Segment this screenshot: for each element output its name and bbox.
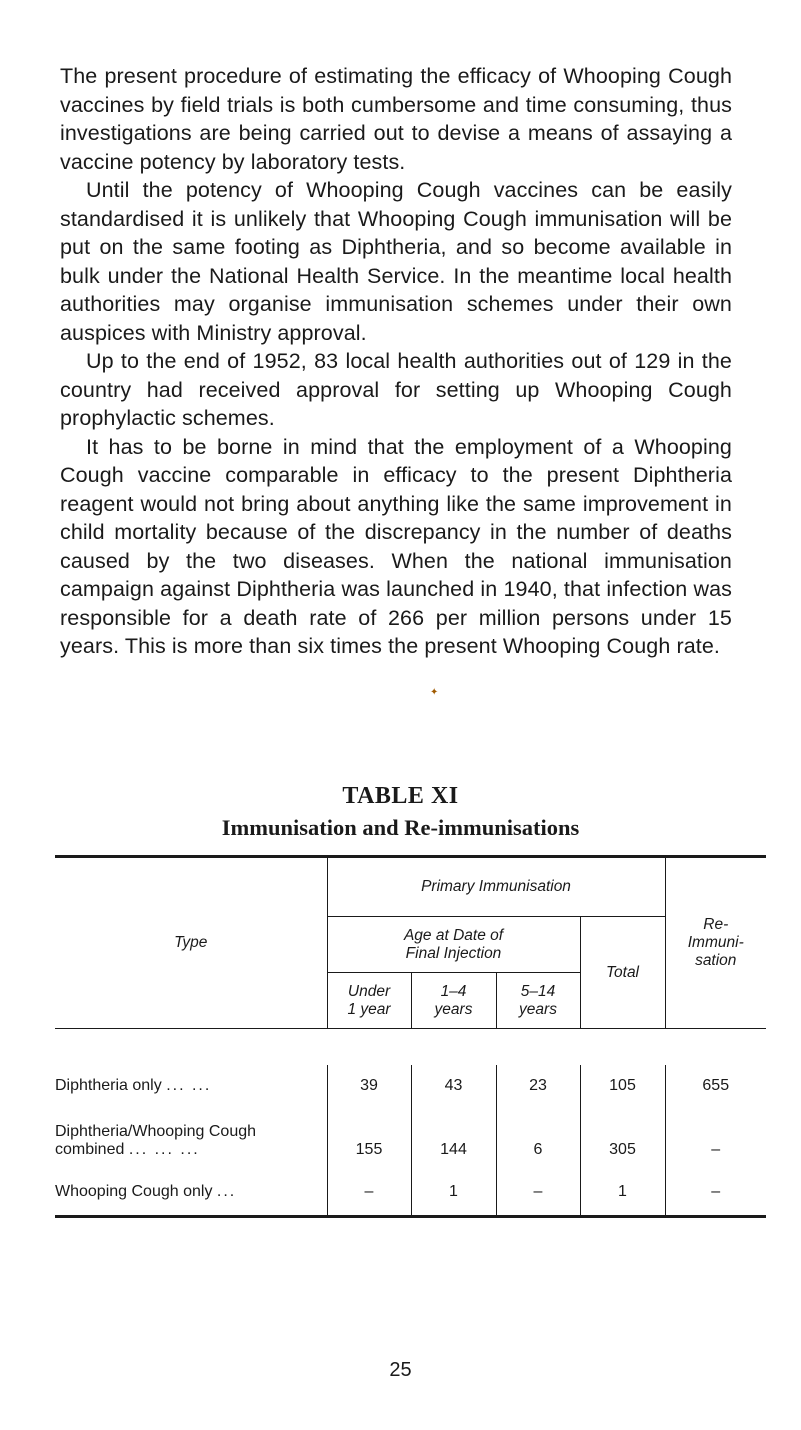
cell-reimmunisation: – [665, 1169, 766, 1217]
age-1-4-header [411, 973, 496, 1029]
row-type-text: combined [55, 1140, 125, 1158]
under-1-year-header-line: Under [347, 982, 391, 1000]
page-number: 25 [389, 1359, 412, 1381]
cell-age-1-4: 1 [411, 1169, 496, 1217]
body-text [60, 62, 732, 661]
under-1-year-header [327, 973, 411, 1029]
primary-immunisation-header: Primary Immunisation [327, 857, 665, 917]
table-row [55, 1169, 766, 1217]
cell-reimmunisation: – [665, 1107, 766, 1169]
paragraph: Until the potency of Whooping Cough vaccines can be easily standardised it is unlikely that Whooping Cough immunisation will be put on the same footing as Diphtheria, and so become available in bulk under the National Health Service. In the meantime local health authorities may organise immunisation schemes under their own auspices with Ministry approval. [60, 178, 732, 345]
type-column-header: Type [55, 857, 327, 1029]
cell-under-1-year: – [327, 1169, 411, 1217]
cell-age-1-4: 144 [411, 1107, 496, 1169]
cell-reimmunisation: 655 [665, 1065, 766, 1107]
age-1-4-header-line: years [434, 1000, 473, 1018]
row-type-label [55, 1169, 327, 1217]
age-5-14-header-line: 5–14 [520, 982, 556, 1000]
age-header-line: Final Injection [405, 944, 502, 962]
cell-total: 305 [580, 1107, 665, 1169]
age-at-final-injection-header [327, 917, 580, 973]
age-1-4-header-line: 1–4 [440, 982, 467, 1000]
cell-under-1-year: 155 [327, 1107, 411, 1169]
cell-age-5-14: 6 [496, 1107, 580, 1169]
leader-dots: ... ... ... [128, 1140, 200, 1158]
cell-age-5-14: 23 [496, 1065, 580, 1107]
age-5-14-header-line: years [519, 1000, 557, 1018]
age-header-line: Age at Date of [403, 926, 504, 944]
reimmunisation-header-line: Immuni- [687, 934, 744, 951]
cell-age-5-14: – [496, 1169, 580, 1217]
table-title: Immunisation and Re-immunisations [221, 815, 580, 840]
paragraph: The present procedure of estimating the efficacy of Whooping Cough vaccines by field trials is both cumbersome and time consuming, thus investigations are being carried out to devise a means of assaying a vaccine potency by laboratory tests. [60, 64, 732, 174]
row-type-label [55, 1107, 327, 1169]
row-type-text: Diphtheria only [55, 1076, 162, 1094]
paragraph: It has to be borne in mind that the employment of a Whooping Cough vaccine comparable in efficacy to the present Diphtheria reagent would not bring about anything like the same improvement in child mortality because of the discrepancy in the number of deaths caused by the two diseases. When the national immunisation campaign against Diphtheria was launched in 1940, that infection was responsible for a death rate of 266 per million persons under 15 years. This is more than six times the present Whooping Cough rate. [60, 434, 732, 658]
reimmunisation-header-line: sation [695, 952, 737, 969]
paragraph: Up to the end of 1952, 83 local health authorities out of 129 in the country had received approval for setting up Whooping Cough prophylactic schemes. [60, 349, 732, 430]
reimmunisation-header-line: Re- [703, 916, 729, 933]
table-row [55, 1107, 766, 1169]
table-number: TABLE XI [342, 783, 459, 809]
row-type-label [55, 1065, 327, 1107]
stray-ink-mark: ✦ [430, 687, 439, 698]
total-header: Total [580, 917, 665, 1029]
row-type-text: Whooping Cough only [55, 1182, 213, 1200]
cell-total: 105 [580, 1065, 665, 1107]
immunisation-table [55, 855, 766, 1218]
cell-under-1-year: 39 [327, 1065, 411, 1107]
table-row [55, 1065, 766, 1107]
header-separator [55, 1029, 766, 1065]
under-1-year-header-line: 1 year [347, 1000, 391, 1018]
table-bottom-rule [55, 1217, 766, 1219]
leader-dots: ... [216, 1182, 237, 1200]
cell-age-1-4: 43 [411, 1065, 496, 1107]
reimmunisation-header [665, 857, 766, 1029]
leader-dots: ... ... [166, 1076, 212, 1094]
age-5-14-header [496, 973, 580, 1029]
row-type-text: Diphtheria/Whooping Cough [55, 1122, 257, 1140]
cell-total: 1 [580, 1169, 665, 1217]
row-type-text-line2 [55, 1141, 327, 1159]
